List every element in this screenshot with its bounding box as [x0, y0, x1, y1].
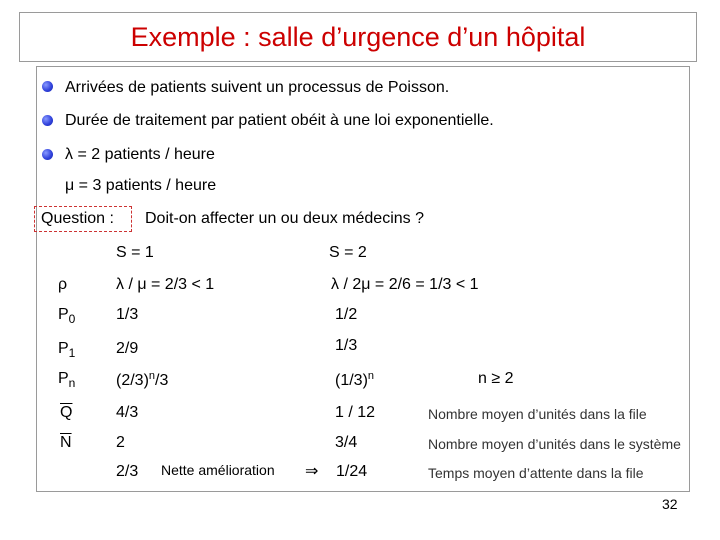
- row-label-p1: [58, 340, 75, 360]
- cell-pn-s2-sup: n: [367, 370, 375, 382]
- cell-pn-extra: n ≥ 2: [478, 370, 514, 387]
- cell-pn-s1: [116, 370, 168, 390]
- cell-n-s1: 2: [116, 434, 125, 451]
- cell-pn-s2: [335, 370, 374, 390]
- cell-pn-s1-main: (2/3): [116, 372, 149, 389]
- bullet-dot-icon: [42, 115, 53, 126]
- cell-p0-s2: 1/2: [335, 306, 358, 323]
- title-box: [19, 12, 697, 62]
- row-label-p0: [58, 306, 75, 326]
- cell-p1-s1: 2/9: [116, 340, 139, 357]
- cell-rho-s1: λ / μ = 2/3 < 1: [116, 276, 215, 293]
- row-label-pn-sub: n: [68, 376, 76, 390]
- question-label: Question :: [41, 210, 114, 227]
- col-header-s1: S = 1: [116, 244, 154, 261]
- note-q: Nombre moyen d’unités dans la file: [428, 406, 647, 422]
- cell-pn-s1-tail: /3: [155, 372, 169, 389]
- note-wq: Temps moyen d’attente dans la file: [428, 465, 644, 481]
- cell-wq-s1: 2/3: [116, 463, 139, 480]
- row-label-p0-sub: 0: [68, 312, 76, 326]
- bullet-text-1: Arrivées de patients suivent un processus de Poisson.: [65, 79, 450, 96]
- page-number: 32: [662, 496, 678, 512]
- cell-rho-s2: λ / 2μ = 2/6 = 1/3 < 1: [331, 276, 479, 293]
- row-label-q: $\overline{Q}$: [60, 404, 73, 421]
- cell-p1-s2: 1/3: [335, 337, 358, 354]
- note-n: Nombre moyen d’unités dans le système: [428, 436, 681, 452]
- cell-pn-s2-main: (1/3): [335, 372, 368, 389]
- cell-q-s2: 1 / 12: [335, 404, 376, 421]
- bullet-text-3: λ = 2 patients / heure: [65, 146, 215, 163]
- cell-pn-s1-sup: n: [148, 370, 156, 382]
- row-label-pn-main: P: [58, 370, 69, 387]
- arrow-right-icon: ⇒: [305, 463, 319, 480]
- improvement-label: Nette amélioration: [161, 462, 275, 478]
- slide-title: Exemple : salle d’urgence d’un hôpital: [130, 21, 586, 52]
- cell-q-s1: 4/3: [116, 404, 139, 421]
- question-text: Doit-on affecter un ou deux médecins ?: [145, 210, 424, 227]
- row-label-p0-main: P: [58, 306, 69, 323]
- row-label-p1-sub: 1: [68, 346, 76, 360]
- row-label-pn: [58, 370, 75, 390]
- cell-wq-s2: 1/24: [336, 463, 368, 480]
- cell-n-s2: 3/4: [335, 434, 358, 451]
- mu-line: μ = 3 patients / heure: [65, 177, 217, 194]
- col-header-s2: S = 2: [329, 244, 367, 261]
- row-label-n: $\overline{N}$: [60, 434, 72, 451]
- bullet-text-2: Durée de traitement par patient obéit à une loi exponentielle.: [65, 112, 494, 129]
- cell-p0-s1: 1/3: [116, 306, 139, 323]
- bullet-dot-icon: [42, 149, 53, 160]
- bullet-dot-icon: [42, 81, 53, 92]
- row-label-p1-main: P: [58, 340, 69, 357]
- row-label-rho: ρ: [58, 276, 68, 293]
